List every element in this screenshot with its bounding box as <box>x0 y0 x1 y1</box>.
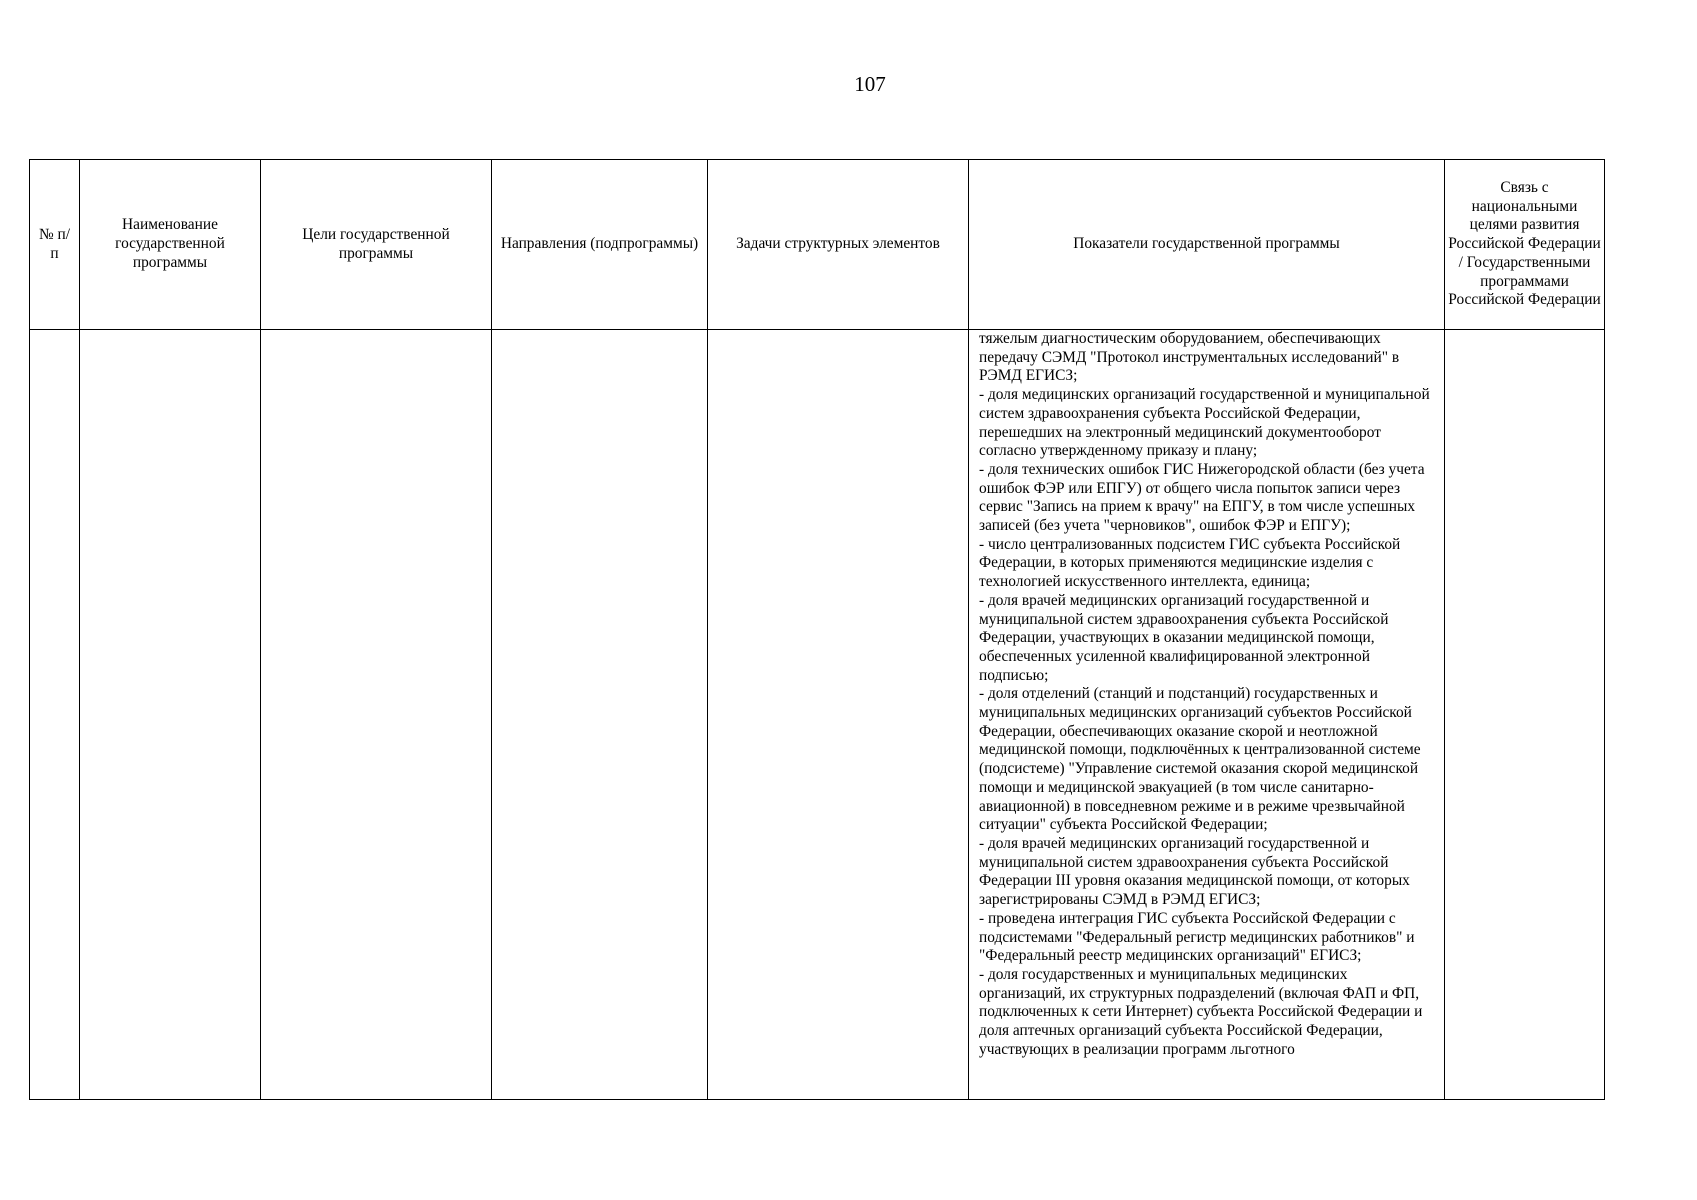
indicator-item: - доля медицинских организаций государственной и муниципальной систем здравоохранения субъекта Российской Федерации, перешедших на электронный медицинский документооборот согласно утвержденному приказу и плану; <box>979 386 1430 460</box>
header-national-goals-link: Связь с национальными целями развития Российской Федерации / Государственными программами Российской Федерации <box>1445 160 1605 330</box>
cell-program-name <box>80 330 261 1100</box>
table-body <box>30 330 1605 1100</box>
header-program-goals: Цели государственной программы <box>261 160 492 330</box>
table-header <box>30 160 1605 330</box>
indicator-item: - доля отделений (станций и подстанций) государственных и муниципальных медицинских организаций субъектов Российской Федерации, обеспечивающих оказание скорой и неотложной медицинской помощи, подключённых к централизованной системе (подсистеме) "Управление системой оказания скорой медицинской помощи и медицинской эвакуацией (в том числе санитарно-авиационной) в повседневном режиме и в режиме чрезвычайной ситуации" субъекта Российской Федерации; <box>979 685 1421 834</box>
indicator-item: тяжелым диагностическим оборудованием, обеспечивающих передачу СЭМД "Протокол инструментальных исследований" в РЭМД ЕГИСЗ; <box>979 330 1400 385</box>
cell-number <box>30 330 80 1100</box>
cell-program-indicators <box>969 330 1445 1100</box>
indicator-item: - доля государственных и муниципальных медицинских организаций, их структурных подразделений (включая ФАП и ФП, подключенных к сети Интернет) субъекта Российской Федерации и доля аптечных организаций субъекта Российской Федерации, участвующих в реализации программ льготного <box>979 965 1423 1058</box>
header-row <box>30 160 1605 330</box>
cell-national-goals-link <box>1445 330 1605 1100</box>
header-program-name: Наименование государственной программы <box>80 160 261 330</box>
indicator-item: - число централизованных подсистем ГИС субъекта Российской Федерации, в которых применяются медицинские изделия с технологией искусственного интеллекта, единица; <box>979 535 1401 591</box>
header-directions: Направления (подпрограммы) <box>492 160 708 330</box>
cell-program-goals <box>261 330 492 1100</box>
indicator-item: - доля технических ошибок ГИС Нижегородской области (без учета ошибок ФЭР или ЕПГУ) от общего числа попыток записи через сервис "Запись на прием к врачу" на ЕПГУ, в том числе успешных записей (без учета "черновиков", ошибок ФЭР и ЕПГУ); <box>979 460 1425 535</box>
header-number: № п/п <box>30 160 80 330</box>
cell-directions <box>492 330 708 1100</box>
indicators-list <box>979 330 1434 1099</box>
indicator-item: - доля врачей медицинских организаций государственной и муниципальной систем здравоохранения субъекта Российской Федерации, участвующих в оказании медицинской помощи, обеспеченных усиленной квалифицированной электронной подписью; <box>979 591 1389 684</box>
indicator-item: - доля врачей медицинских организаций государственной и муниципальной систем здравоохранения субъекта Российской Федерации III уровня оказания медицинской помощи, от которых зарегистрированы СЭМД в РЭМД ЕГИСЗ; <box>979 834 1410 909</box>
program-table <box>29 159 1605 1100</box>
table-row <box>30 330 1605 1100</box>
page-number: 107 <box>854 72 886 96</box>
cell-structural-tasks <box>708 330 969 1100</box>
indicator-item: - проведена интеграция ГИС субъекта Российской Федерации с подсистемами "Федеральный регистр медицинских работников" и "Федеральный реестр медицинских организаций" ЕГИСЗ; <box>979 909 1415 965</box>
header-program-indicators: Показатели государственной программы <box>969 160 1445 330</box>
header-structural-tasks: Задачи структурных элементов <box>708 160 969 330</box>
